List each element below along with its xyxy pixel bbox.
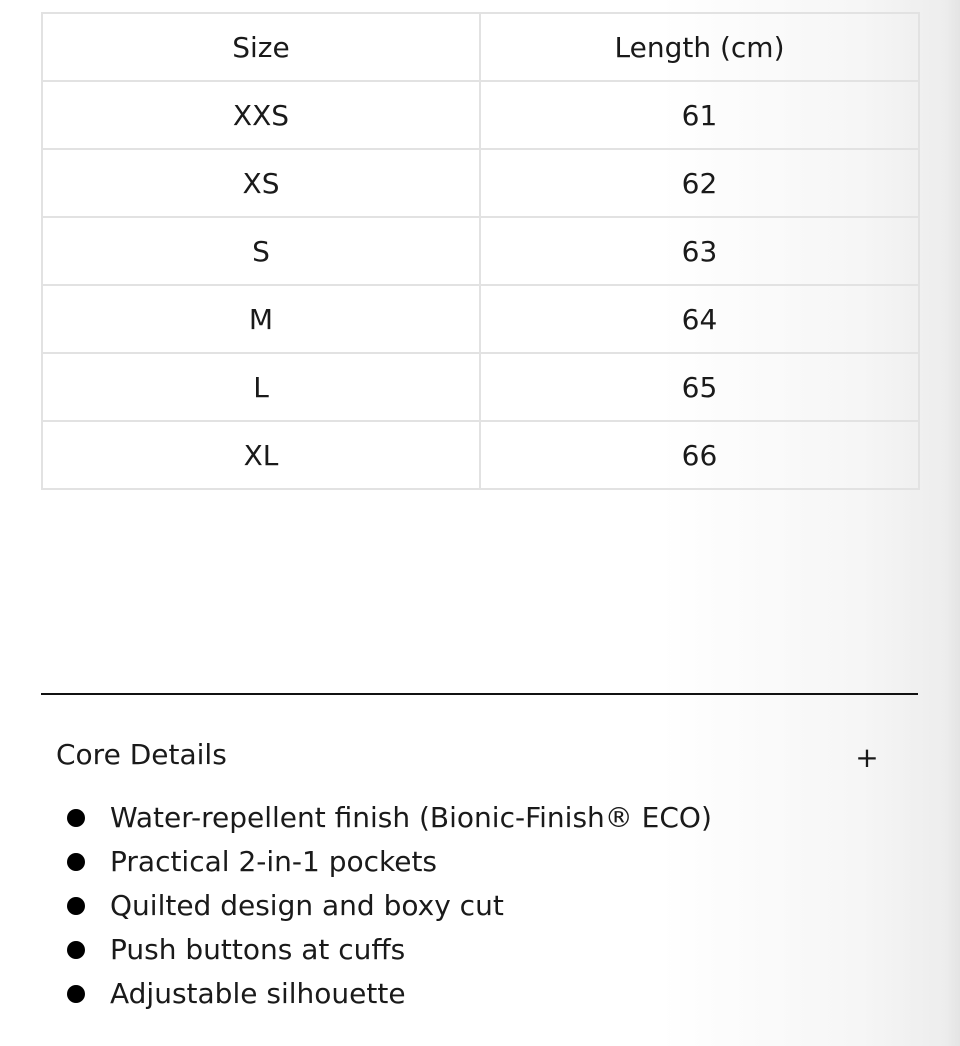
list-item-text: Practical 2-in-1 pockets <box>110 845 438 878</box>
bullet-icon <box>67 941 85 959</box>
size-column-header: Size <box>42 13 480 81</box>
length-cell: 62 <box>480 149 919 217</box>
table-row <box>42 149 919 217</box>
core-details-title: Core Details <box>56 738 227 771</box>
table-row <box>42 421 919 489</box>
list-item <box>60 840 712 884</box>
list-item-text: Quilted design and boxy cut <box>110 889 504 922</box>
table-row <box>42 285 919 353</box>
length-cell: 64 <box>480 285 919 353</box>
core-details-accordion-header[interactable] <box>41 730 918 784</box>
size-cell: XS <box>42 149 480 217</box>
size-cell: XXS <box>42 81 480 149</box>
length-cell: 61 <box>480 81 919 149</box>
bullet-icon <box>67 853 85 871</box>
list-item <box>60 928 712 972</box>
list-item <box>60 884 712 928</box>
table-row <box>42 353 919 421</box>
list-item-text: Push buttons at cuffs <box>110 933 406 966</box>
list-item-text: Adjustable silhouette <box>110 977 406 1010</box>
core-details-list <box>60 796 712 1016</box>
table-row <box>42 217 919 285</box>
size-cell: XL <box>42 421 480 489</box>
length-cell: 63 <box>480 217 919 285</box>
size-cell: M <box>42 285 480 353</box>
list-item <box>60 972 712 1016</box>
size-cell: L <box>42 353 480 421</box>
length-column-header: Length (cm) <box>480 13 919 81</box>
length-cell: 65 <box>480 353 919 421</box>
size-chart-table <box>41 12 920 490</box>
bullet-icon <box>67 897 85 915</box>
table-header-row <box>42 13 919 81</box>
table-row <box>42 81 919 149</box>
section-divider <box>41 693 918 695</box>
bullet-icon <box>67 809 85 827</box>
list-item-text: Water-repellent finish (Bionic-Finish® ECO) <box>110 801 712 834</box>
bullet-icon <box>67 985 85 1003</box>
size-cell: S <box>42 217 480 285</box>
expand-plus-icon[interactable]: + <box>855 741 879 774</box>
list-item <box>60 796 712 840</box>
length-cell: 66 <box>480 421 919 489</box>
